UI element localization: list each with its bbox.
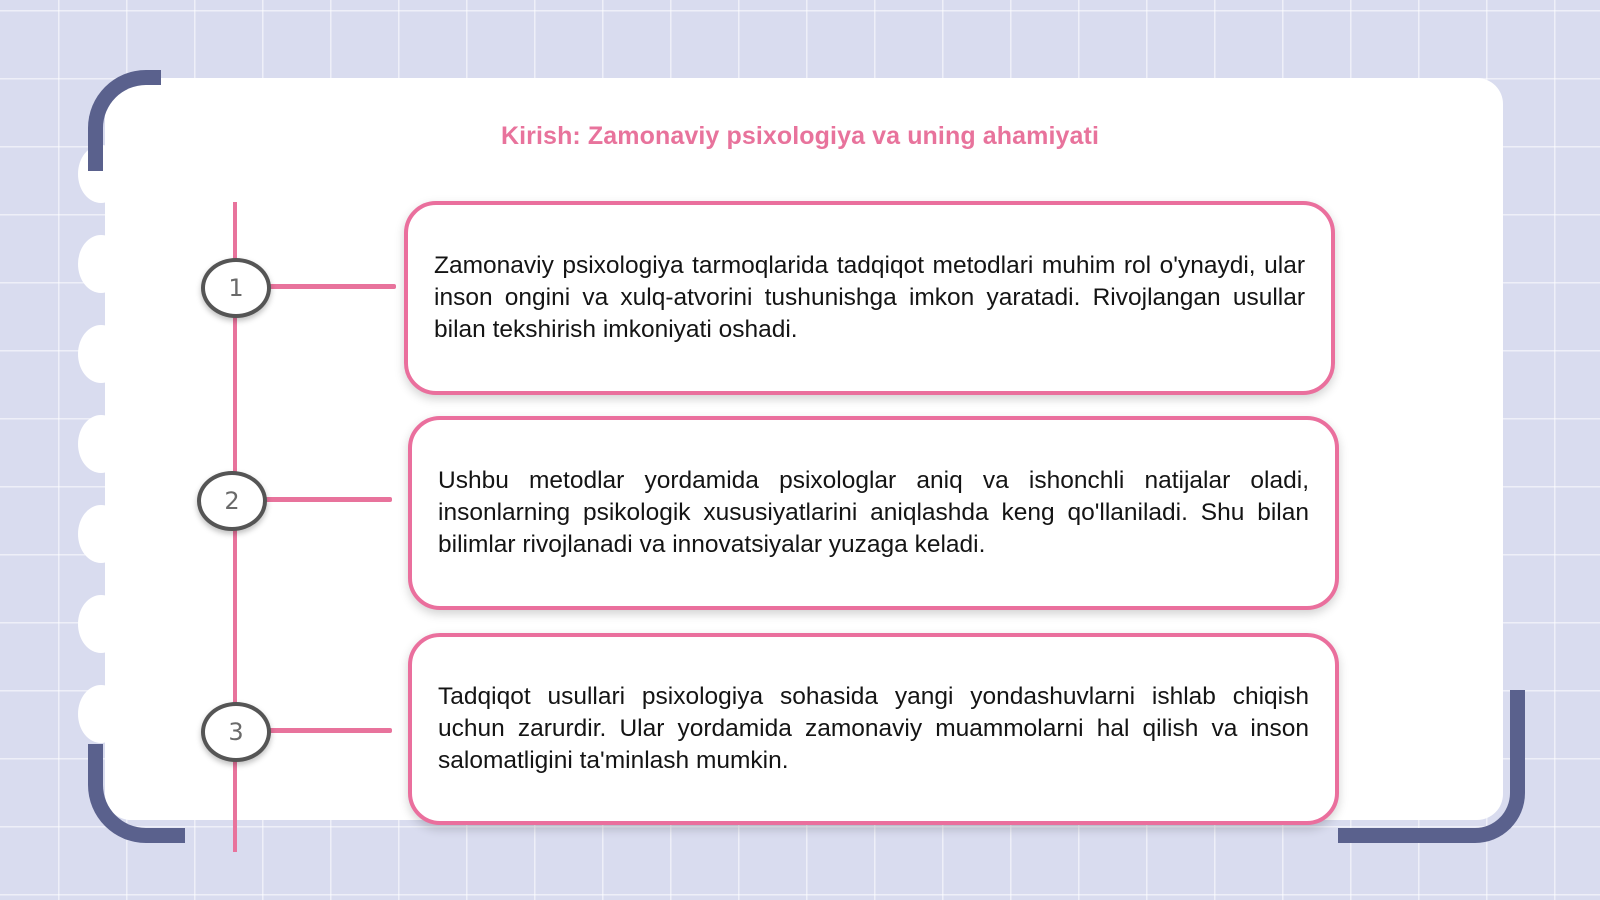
corner-bracket-bottom-left [88, 744, 185, 843]
corner-bracket-bottom-right [1338, 690, 1525, 843]
timeline-marker-2: 2 [197, 471, 267, 531]
slide-title: Kirish: Zamonaviy psixologiya va uning ahamiyati [500, 122, 1099, 150]
content-box-3 [408, 633, 1339, 825]
timeline-marker-3: 3 [201, 702, 271, 762]
timeline-connector [266, 284, 396, 289]
content-box-1 [404, 201, 1335, 395]
card-scallop [78, 685, 124, 743]
card-scallop [78, 505, 124, 563]
card-scallop [78, 415, 124, 473]
card-scallop [78, 595, 124, 653]
content-box-2 [408, 416, 1339, 610]
timeline-connector [264, 728, 392, 733]
timeline-connector [262, 497, 392, 502]
card-scallop [78, 325, 124, 383]
corner-bracket-top-left [88, 70, 161, 171]
content-text-1: Zamonaviy psixologiya tarmoqlarida tadqiqot metodlari muhim rol o'ynaydi, ular inson ongini va xulq-atvorini tushunishga imkon yaratadi. Rivojlangan usullar bilan tekshirish imkoniyati oshadi. [434, 252, 1305, 343]
content-text-3: Tadqiqot usullari psixologiya sohasida yangi yondashuvlarni ishlab chiqish uchun zarurdir. Ular yordamida zamonaviy muammolarni hal qilish va inson salomatligini ta'minlash mumkin. [438, 683, 1309, 774]
timeline-marker-1: 1 [201, 258, 271, 318]
content-text-2: Ushbu metodlar yordamida psixologlar aniq va ishonchli natijalar oladi, insonlarning psikologik xususiyatlarini aniqlashda keng qo'llaniladi. Shu bilan bilimlar rivojlanadi va innovatsiyalar yuzaga keladi. [438, 467, 1309, 558]
card-scallop [78, 235, 124, 293]
